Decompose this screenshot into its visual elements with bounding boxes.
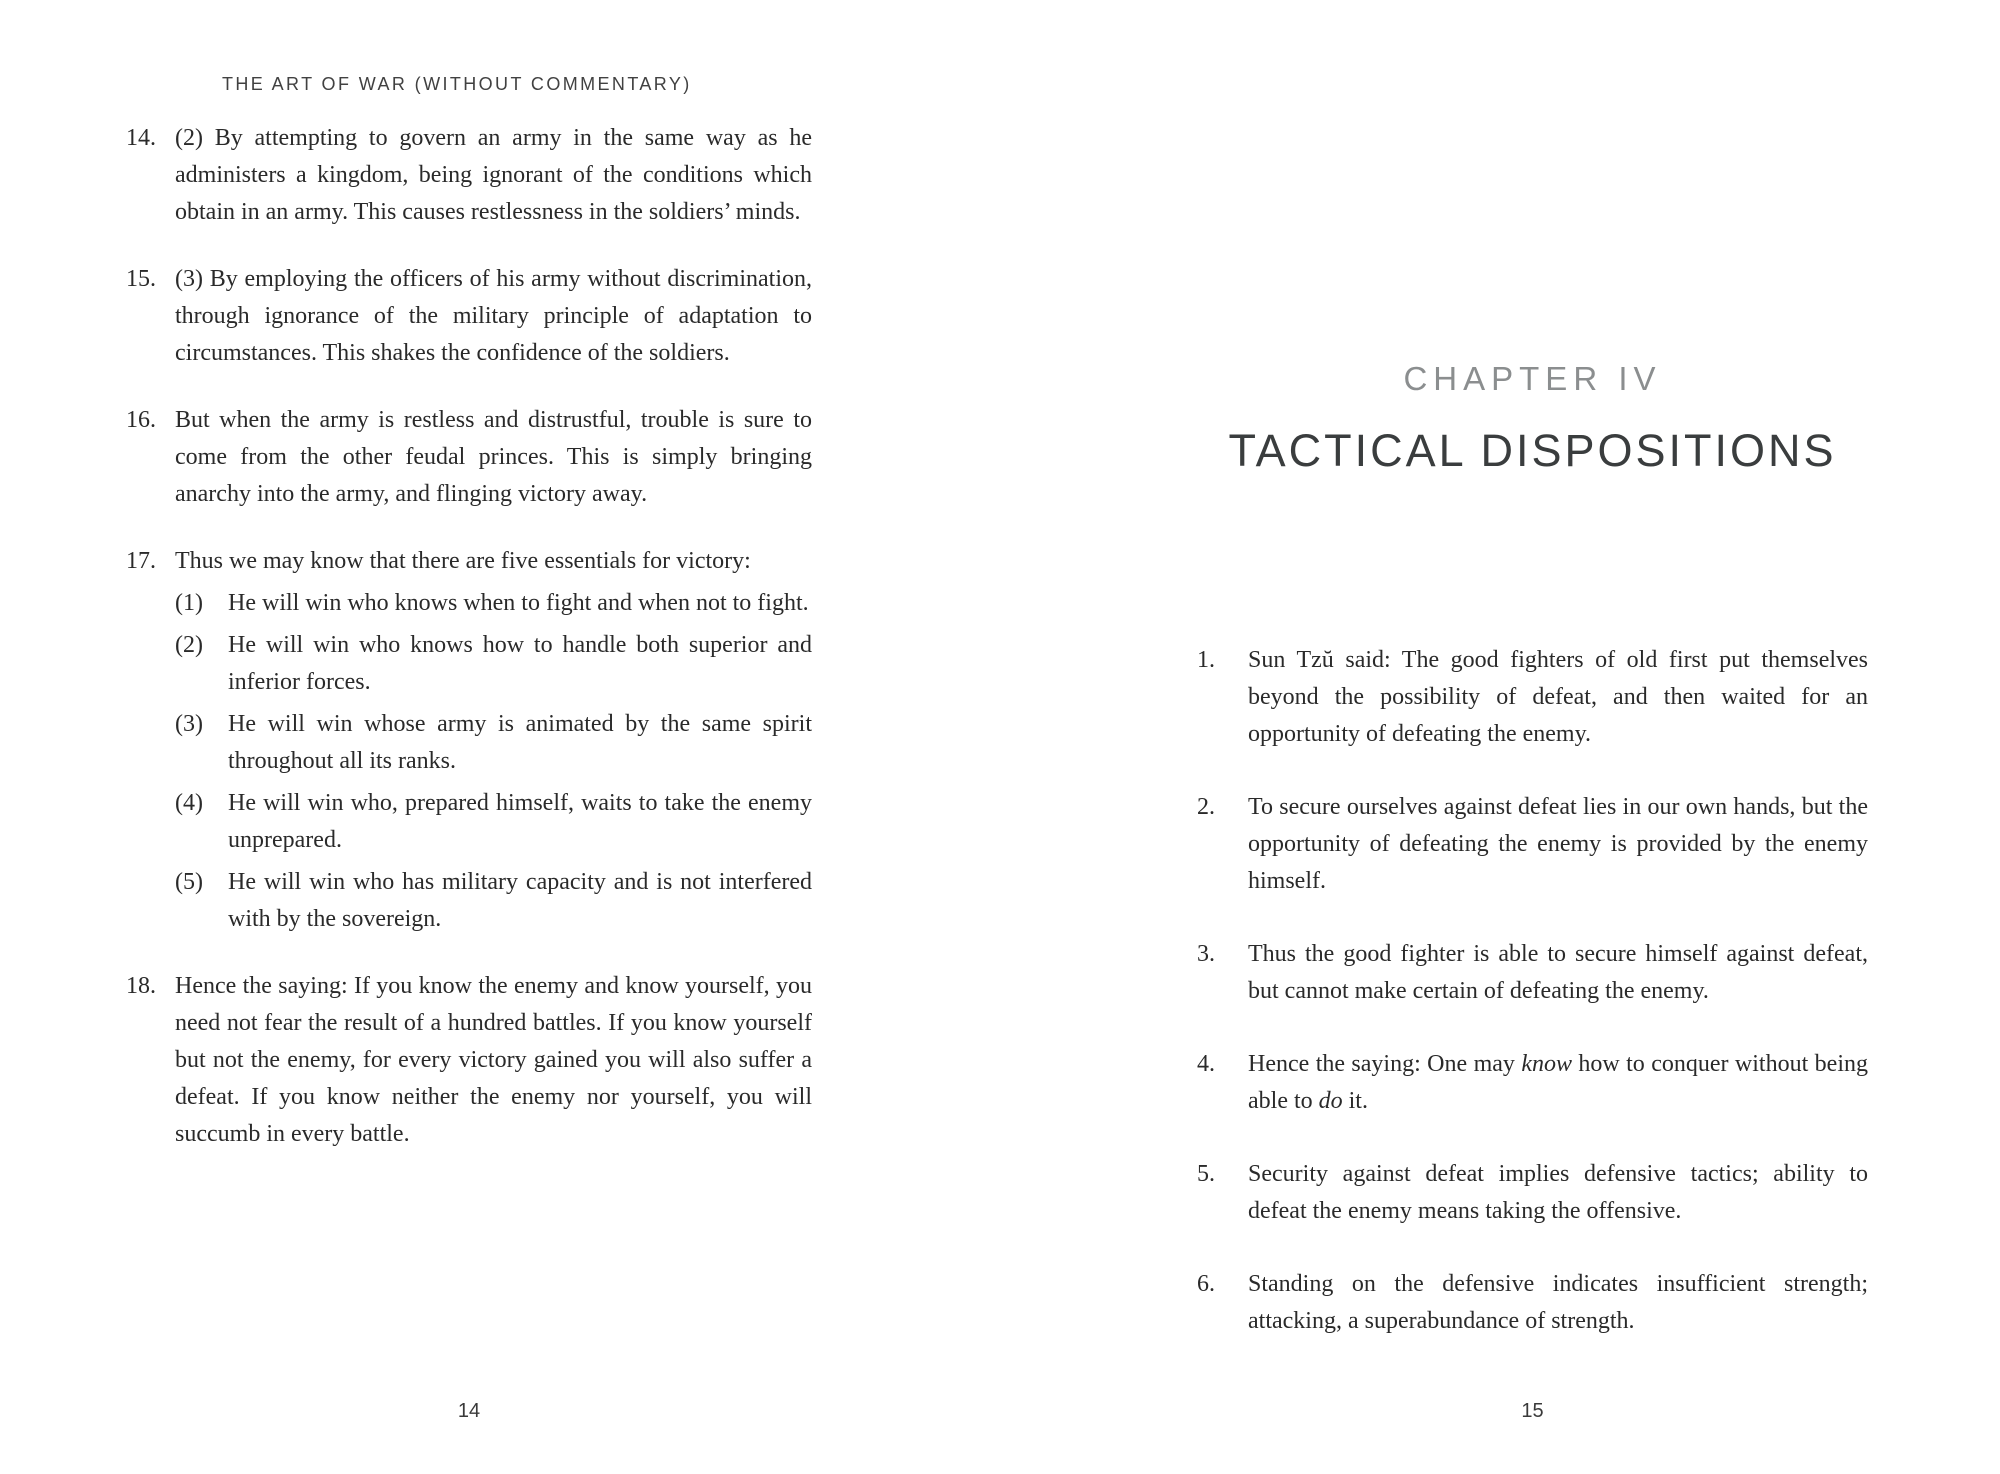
item-lead-text: Thus we may know that there are five essentials for victory:	[175, 548, 751, 574]
item-marker: 5.	[1197, 1161, 1215, 1187]
list-item-16	[126, 402, 812, 513]
sub-item-marker: (1)	[175, 590, 203, 616]
list-item-1	[1197, 642, 1868, 753]
sub-item-marker: (3)	[175, 711, 203, 737]
sub-item-marker: (2)	[175, 632, 203, 658]
left-page-body	[126, 120, 812, 1153]
item-text: Hence the saying: If you know the enemy and know yourself, you need not fear the result of a hundred battles. If you know yourself but not the enemy, for every victory gained you will also suffer a defeat. If you know neither the enemy nor yourself, you will succumb in every battle.	[175, 973, 812, 1147]
item-text: (3) By employing the officers of his army without discrimination, through ignorance of the military principle of adaptation to circumstances. This shakes the confidence of the soldiers.	[175, 266, 812, 366]
item-marker: 2.	[1197, 794, 1215, 820]
item-marker: 1.	[1197, 647, 1215, 673]
item-text: But when the army is restless and distrustful, trouble is sure to come from the other feudal princes. This is simply bringing anarchy into the army, and flinging victory away.	[175, 407, 812, 507]
sub-item-text: He will win who knows how to handle both superior and inferior forces.	[228, 632, 812, 695]
item-marker: 4.	[1197, 1051, 1215, 1077]
right-page-number: 15	[1521, 1400, 1544, 1422]
sub-item-1	[175, 585, 812, 622]
list-item-17	[126, 543, 812, 938]
item-text: Thus the good fighter is able to secure himself against defeat, but cannot make certain of defeating the enemy.	[1248, 941, 1868, 1004]
item-marker: 15.	[126, 266, 156, 292]
sub-item-4	[175, 785, 812, 859]
item-marker: 14.	[126, 125, 156, 151]
list-item-6	[1197, 1266, 1868, 1340]
item-text: Standing on the defensive indicates insufficient strength; attacking, a superabundance of strength.	[1248, 1271, 1868, 1334]
item-text	[175, 543, 812, 938]
list-item-2	[1197, 789, 1868, 900]
list-item-4	[1197, 1046, 1868, 1120]
running-head: THE ART OF WAR (WITHOUT COMMENTARY)	[222, 74, 692, 94]
sub-item-text: He will win whose army is animated by the same spirit throughout all its ranks.	[228, 711, 812, 774]
item-text: To secure ourselves against defeat lies in our own hands, but the opportunity of defeating the enemy is provided by the enemy himself.	[1248, 794, 1868, 894]
chapter-label: CHAPTER IV	[1403, 360, 1662, 397]
item-text: (2) By attempting to govern an army in the same way as he administers a kingdom, being ignorant of the conditions which obtain in an army. This causes restlessness in the soldiers’ minds.	[175, 125, 812, 225]
item-text: Security against defeat implies defensive tactics; ability to defeat the enemy means taking the offensive.	[1248, 1161, 1868, 1224]
item-text: Hence the saying: One may know how to conquer without being able to do it.	[1248, 1051, 1869, 1114]
right-page-body	[1197, 642, 1868, 1340]
sub-item-3	[175, 706, 812, 780]
list-item-3	[1197, 936, 1868, 1010]
sub-item-text: He will win who knows when to fight and when not to fight.	[228, 590, 809, 616]
sub-item-text: He will win who, prepared himself, waits to take the enemy unprepared.	[228, 790, 812, 853]
sub-item-marker: (4)	[175, 790, 203, 816]
sub-item-text: He will win who has military capacity and is not interfered with by the sovereign.	[228, 869, 812, 932]
item-text: Sun Tzŭ said: The good fighters of old first put themselves beyond the possibility of defeat, and then waited for an opportunity of defeating the enemy.	[1248, 647, 1868, 747]
list-item-5	[1197, 1156, 1868, 1230]
sub-item-2	[175, 627, 812, 701]
chapter-title: TACTICAL DISPOSITIONS	[1228, 425, 1837, 476]
item-marker: 16.	[126, 407, 156, 433]
list-item-15	[126, 261, 812, 372]
chapter-heading	[1197, 360, 1868, 477]
item-marker: 3.	[1197, 941, 1215, 967]
sub-item-5	[175, 864, 812, 938]
item-marker: 6.	[1197, 1271, 1215, 1297]
item-marker: 18.	[126, 973, 156, 999]
item-marker: 17.	[126, 548, 156, 574]
sub-item-marker: (5)	[175, 869, 203, 895]
left-page-number: 14	[457, 1400, 481, 1422]
list-item-18	[126, 968, 812, 1153]
list-item-14	[126, 120, 812, 231]
